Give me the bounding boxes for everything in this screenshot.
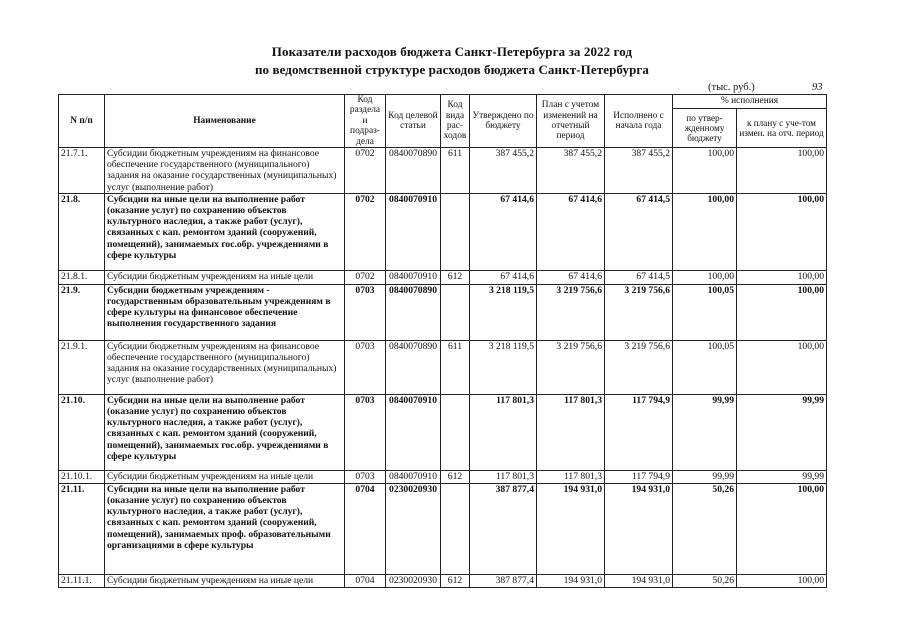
- header-percent-group: % исполнения: [673, 95, 827, 109]
- cell-executed: 194 931,0: [605, 483, 673, 574]
- cell-approved: 387 877,4: [470, 574, 537, 587]
- cell-executed: 194 931,0: [605, 574, 673, 587]
- cell-section: 0704: [345, 574, 386, 587]
- cell-section: 0703: [345, 394, 386, 470]
- table-row: [59, 270, 827, 284]
- cell-executed: 387 455,2: [605, 148, 673, 194]
- cell-num: 21.11.1.: [59, 574, 105, 587]
- header-name: Наименование: [105, 95, 345, 148]
- cell-section: 0703: [345, 470, 386, 483]
- cell-plan: 117 801,3: [537, 470, 605, 483]
- cell-name: Субсидии на иные цели на выполнение работ (оказание услуг) по сохранению объектов культурного наследия, а также работ (услуг), связанных с кап. ремонтом зданий (сооружений, помещений), занимаемых гос.обр. учреждениями в сфере культуры: [105, 193, 345, 270]
- cell-executed: 67 414,5: [605, 193, 673, 270]
- cell-approved: 67 414,6: [470, 270, 537, 284]
- cell-type: 612: [441, 574, 470, 587]
- cell-pct-approved: 50,26: [673, 574, 737, 587]
- document-subtitle: по ведомственной структуре расходов бюджета Санкт-Петербурга: [254, 62, 650, 77]
- header-type: Код вида рас-ходов: [441, 95, 470, 148]
- header-pct-plan: к плану с уче-том измен. на отч. период: [737, 109, 827, 148]
- cell-article: 0230020930: [386, 483, 441, 574]
- cell-executed: 3 219 756,6: [605, 340, 673, 394]
- cell-num: 21.11.: [59, 483, 105, 574]
- cell-section: 0703: [345, 340, 386, 394]
- cell-num: 21.9.1.: [59, 340, 105, 394]
- cell-section: 0702: [345, 270, 386, 284]
- cell-name: Субсидии на иные цели на выполнение работ (оказание услуг) по сохранению объектов культурного наследия, а также работ (услуг), связанных с кап. ремонтом зданий (сооружений, помещений), занимаемых проф. образовательными организациями в сфере культуры: [105, 483, 345, 574]
- cell-plan: 117 801,3: [537, 394, 605, 470]
- cell-name: Субсидии бюджетным учреждениям на иные цели: [105, 470, 345, 483]
- cell-approved: 67 414,6: [470, 193, 537, 270]
- cell-type: [441, 193, 470, 270]
- cell-num: 21.7.1.: [59, 148, 105, 194]
- header-num: N п/п: [59, 95, 105, 148]
- cell-name: Субсидии бюджетным учреждениям на финансовое обеспечение государственного (муниципального) задания на оказание государственных (муниципальных) услуг (выполнение работ): [105, 148, 345, 194]
- cell-executed: 117 794,9: [605, 394, 673, 470]
- cell-section: 0702: [345, 193, 386, 270]
- cell-pct-approved: 100,00: [673, 193, 737, 270]
- table-row: [59, 574, 827, 587]
- cell-type: [441, 483, 470, 574]
- cell-article: 0840070910: [386, 394, 441, 470]
- table-row: [59, 284, 827, 340]
- cell-pct-plan: 100,00: [737, 270, 827, 284]
- cell-article: 0840070890: [386, 340, 441, 394]
- header-section: Код раздела и подраз-дела: [345, 95, 386, 148]
- cell-article: 0840070910: [386, 470, 441, 483]
- cell-num: 21.10.: [59, 394, 105, 470]
- cell-section: 0702: [345, 148, 386, 194]
- cell-pct-plan: 100,00: [737, 340, 827, 394]
- cell-num: 21.8.: [59, 193, 105, 270]
- cell-num: 21.8.1.: [59, 270, 105, 284]
- cell-name: Субсидии на иные цели на выполнение работ (оказание услуг) по сохранению объектов культурного наследия, а также работ (услуг), связанных с кап. ремонтом зданий (сооружений, помещений), занимаемых гос.обр. учреждениями в сфере культуры: [105, 394, 345, 470]
- table-body: [59, 148, 827, 588]
- cell-pct-approved: 99,99: [673, 470, 737, 483]
- cell-article: 0840070910: [386, 270, 441, 284]
- cell-section: 0703: [345, 284, 386, 340]
- cell-pct-plan: 99,99: [737, 470, 827, 483]
- cell-name: Субсидии бюджетным учреждениям на иные цели: [105, 270, 345, 284]
- table-row: [59, 148, 827, 194]
- cell-pct-approved: 100,05: [673, 284, 737, 340]
- cell-article: 0230020930: [386, 574, 441, 587]
- cell-article: 0840070890: [386, 148, 441, 194]
- table-row: [59, 394, 827, 470]
- cell-plan: 387 455,2: [537, 148, 605, 194]
- cell-pct-plan: 100,00: [737, 284, 827, 340]
- cell-pct-approved: 99,99: [673, 394, 737, 470]
- cell-section: 0704: [345, 483, 386, 574]
- cell-plan: 67 414,6: [537, 270, 605, 284]
- cell-type: 612: [441, 270, 470, 284]
- header-plan: План с учетом изменений на отчетный период: [537, 95, 605, 148]
- cell-article: 0840070910: [386, 193, 441, 270]
- cell-approved: 3 218 119,5: [470, 284, 537, 340]
- header-pct-approved: по утвер-жденному бюджету: [673, 109, 737, 148]
- cell-type: 612: [441, 470, 470, 483]
- cell-name: Субсидии бюджетным учреждениям на финансовое обеспечение государственного (муниципального) задания на оказание государственных (муниципальных) услуг (выполнение работ): [105, 340, 345, 394]
- cell-plan: 3 219 756,6: [537, 284, 605, 340]
- cell-executed: 117 794,9: [605, 470, 673, 483]
- cell-plan: 67 414,6: [537, 193, 605, 270]
- header-approved: Утверждено по бюджету: [470, 95, 537, 148]
- units-label: (тыс. руб.): [708, 82, 755, 93]
- page-number: 93: [812, 82, 823, 93]
- table-row: [59, 483, 827, 574]
- cell-pct-plan: 100,00: [737, 148, 827, 194]
- cell-article: 0840070890: [386, 284, 441, 340]
- cell-name: Субсидии бюджетным учреждениям на иные цели: [105, 574, 345, 587]
- cell-approved: 117 801,3: [470, 470, 537, 483]
- cell-plan: 3 219 756,6: [537, 340, 605, 394]
- cell-approved: 3 218 119,5: [470, 340, 537, 394]
- cell-num: 21.10.1.: [59, 470, 105, 483]
- table-row: [59, 340, 827, 394]
- cell-pct-approved: 100,00: [673, 148, 737, 194]
- cell-type: 611: [441, 340, 470, 394]
- table-row: [59, 470, 827, 483]
- header-executed: Исполнено с начала года: [605, 95, 673, 148]
- cell-type: [441, 284, 470, 340]
- document-title: Показатели расходов бюджета Санкт-Петербурга за 2022 год: [271, 44, 633, 59]
- cell-pct-approved: 50,26: [673, 483, 737, 574]
- cell-approved: 117 801,3: [470, 394, 537, 470]
- cell-executed: 67 414,5: [605, 270, 673, 284]
- cell-pct-plan: 100,00: [737, 483, 827, 574]
- cell-approved: 387 877,4: [470, 483, 537, 574]
- cell-approved: 387 455,2: [470, 148, 537, 194]
- cell-pct-plan: 100,00: [737, 574, 827, 587]
- cell-num: 21.9.: [59, 284, 105, 340]
- cell-plan: 194 931,0: [537, 483, 605, 574]
- cell-executed: 3 219 756,6: [605, 284, 673, 340]
- cell-pct-plan: 99,99: [737, 394, 827, 470]
- table-row: [59, 193, 827, 270]
- header-article: Код целевой статьи: [386, 95, 441, 148]
- cell-type: [441, 394, 470, 470]
- cell-pct-plan: 100,00: [737, 193, 827, 270]
- cell-type: 611: [441, 148, 470, 194]
- budget-table: [58, 94, 827, 588]
- cell-name: Субсидии бюджетным учреждениям - государственным образовательным учреждениям в сфере культуры на финансовое обеспечение выполнения государственного задания: [105, 284, 345, 340]
- cell-pct-approved: 100,00: [673, 270, 737, 284]
- cell-pct-approved: 100,05: [673, 340, 737, 394]
- cell-plan: 194 931,0: [537, 574, 605, 587]
